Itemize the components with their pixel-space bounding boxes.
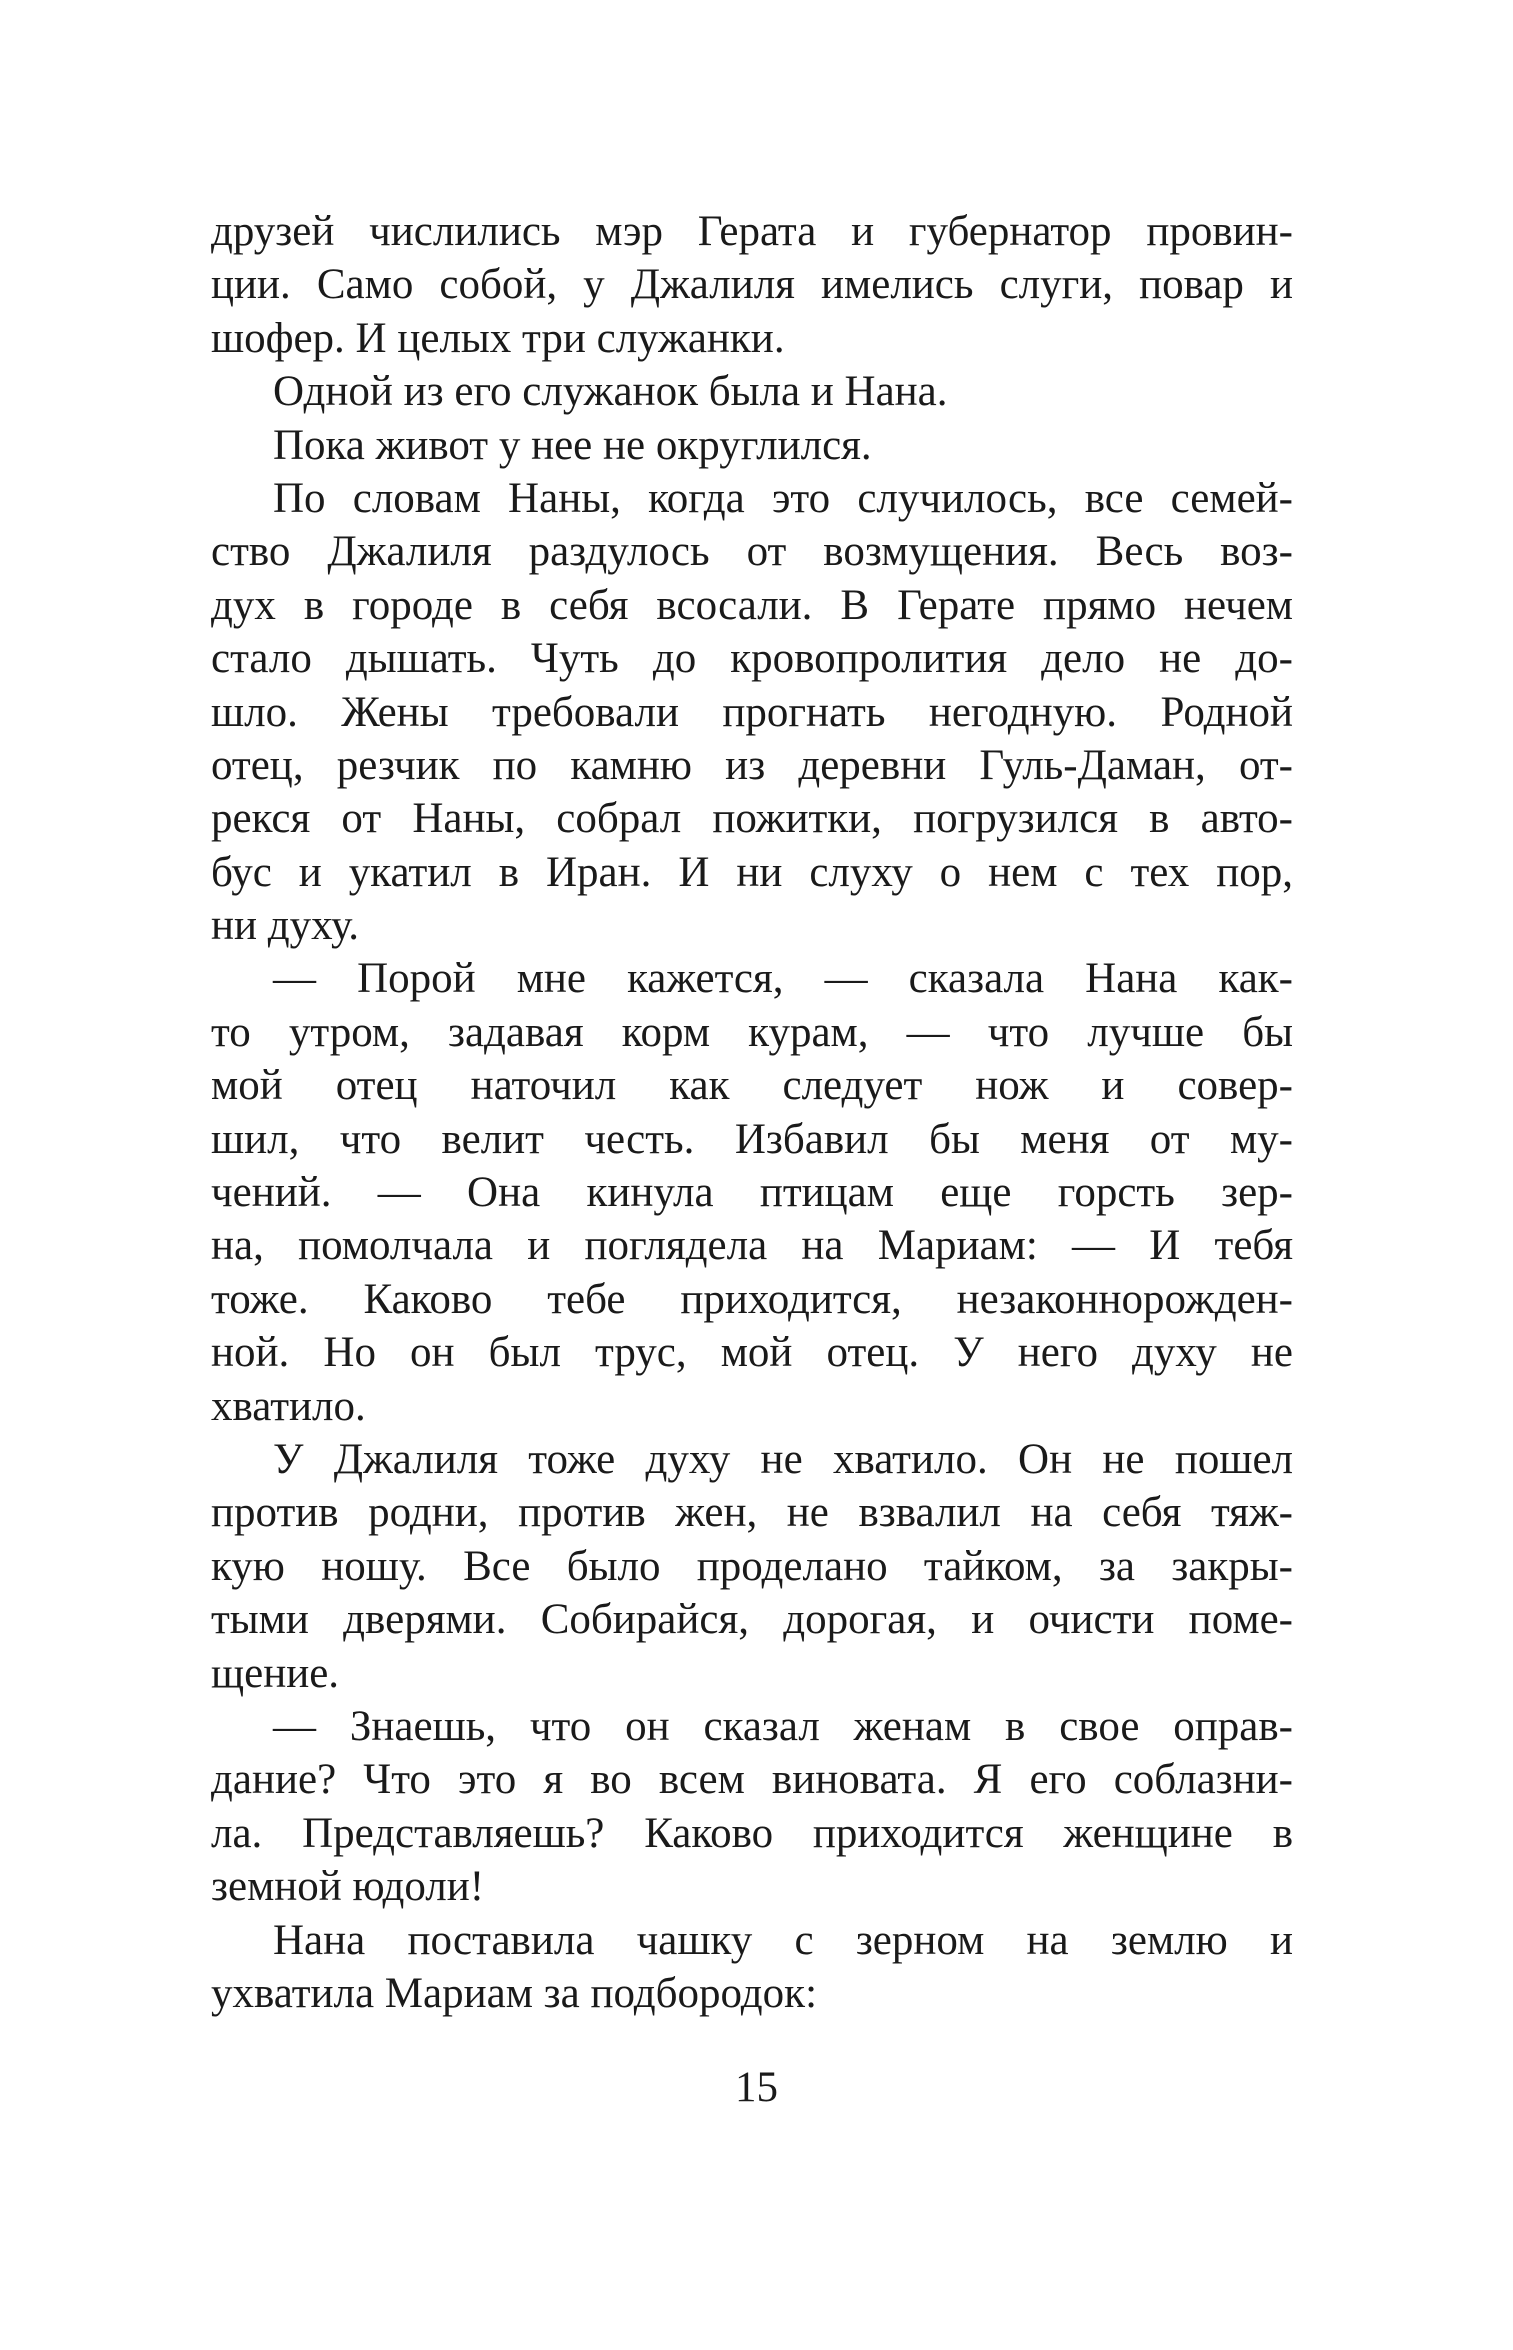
text-line: Нана поставила чашку с зерном на землю и bbox=[273, 1916, 1293, 1964]
text-line: на, помолчала и поглядела на Мариам: — И тебя bbox=[211, 1222, 1293, 1270]
page-number: 15 bbox=[735, 2064, 778, 2111]
text-line: У Джалиля тоже духу не хватило. Он не пошел bbox=[273, 1435, 1293, 1483]
text-line: земной юдоли! bbox=[211, 1863, 485, 1911]
paragraph bbox=[211, 205, 1293, 365]
text-line: — Знаешь, что он сказал женам в свое оправ- bbox=[273, 1702, 1293, 1750]
text-line: Пока живот у нее не округлился. bbox=[273, 421, 872, 469]
paragraph bbox=[211, 1433, 1293, 1700]
text-line: Одной из его служанок была и Нана. bbox=[273, 368, 948, 416]
text-line: отец, резчик по камню из деревни Гуль-Даман, от- bbox=[211, 741, 1293, 789]
text-line: щение. bbox=[211, 1649, 340, 1697]
text-line: ной. Но он был трус, мой отец. У него духу не bbox=[211, 1329, 1293, 1377]
text-line: ла. Представляешь? Каково приходится женщине в bbox=[211, 1809, 1293, 1857]
text-line: против родни, против жен, не взвалил на себя тяж- bbox=[211, 1489, 1293, 1537]
text-line: тоже. Каково тебе приходится, незаконнорожден- bbox=[211, 1275, 1293, 1323]
text-line: мой отец наточил как следует нож и совер- bbox=[211, 1062, 1293, 1110]
text-line: стало дышать. Чуть до кровопролития дело не до- bbox=[211, 635, 1293, 683]
text-line: ции. Само собой, у Джалиля имелись слуги, повар и bbox=[211, 261, 1293, 309]
text-line: шил, что велит честь. Избавил бы меня от му- bbox=[211, 1115, 1293, 1163]
text-line: — Порой мне кажется, — сказала Нана как- bbox=[273, 955, 1293, 1003]
text-line: друзей числились мэр Герата и губернатор провин- bbox=[211, 208, 1293, 255]
paragraph bbox=[211, 419, 1293, 472]
body-text bbox=[211, 205, 1293, 2020]
text-line: дух в городе в себя всосали. В Герате прямо нечем bbox=[211, 581, 1293, 629]
text-line: ни духу. bbox=[211, 902, 359, 950]
text-line: хватило. bbox=[211, 1382, 366, 1430]
text-line: шофер. И целых три служанки. bbox=[211, 314, 785, 362]
paragraph bbox=[211, 365, 1293, 418]
text-line: шло. Жены требовали прогнать негодную. Родной bbox=[211, 688, 1293, 736]
paragraph bbox=[211, 1700, 1293, 1914]
text-line: кую ношу. Все было проделано тайком, за закры- bbox=[211, 1542, 1293, 1590]
text-line: рекся от Наны, собрал пожитки, погрузился в авто- bbox=[211, 795, 1293, 843]
paragraph bbox=[211, 472, 1293, 953]
text-line: ухватила Мариам за подбородок: bbox=[211, 1969, 818, 2017]
text-line: ство Джалиля раздулось от возмущения. Весь воз- bbox=[211, 528, 1293, 576]
text-line: бус и укатил в Иран. И ни слуху о нем с тех пор, bbox=[211, 848, 1293, 896]
text-line: По словам Наны, когда это случилось, все семей- bbox=[273, 474, 1293, 522]
text-line: тыми дверями. Собирайся, дорогая, и очисти поме- bbox=[211, 1596, 1293, 1644]
text-line: чений. — Она кинула птицам еще горсть зер- bbox=[211, 1169, 1293, 1217]
paragraph bbox=[211, 1914, 1293, 2021]
text-line: дание? Что это я во всем виновата. Я его соблазни- bbox=[211, 1756, 1293, 1804]
text-line: то утром, задавая корм курам, — что лучше бы bbox=[211, 1008, 1293, 1056]
paragraph bbox=[211, 952, 1293, 1433]
